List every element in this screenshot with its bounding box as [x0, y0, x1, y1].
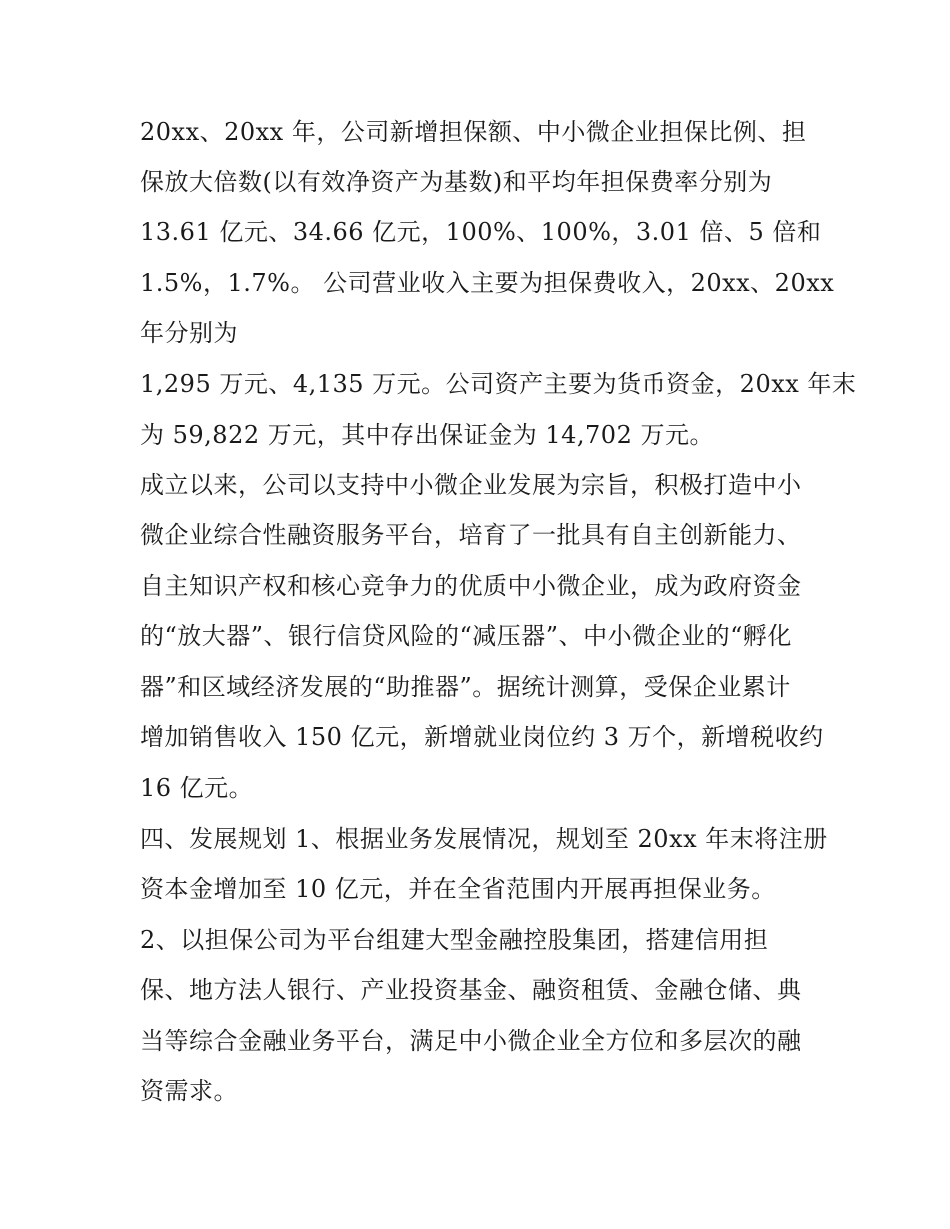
text-line: 保放大倍数(以有效净资产为基数)和平均年担保费率分别为: [140, 168, 773, 196]
text-line: 13.61 亿元、34.66 亿元，100%、100%，3.01 倍、5 倍和: [140, 218, 822, 246]
text-line: 资本金增加至 10 亿元，并在全省范围内开展再担保业务。: [140, 875, 776, 903]
text-line: 微企业综合性融资服务平台，培育了一批具有自主创新能力、: [140, 521, 802, 549]
text-line: 的“放大器”、银行信贷风险的“减压器”、中小微企业的“孵化: [140, 622, 792, 650]
text-line: 器”和区域经济发展的“助推器”。据统计测算，受保企业累计: [140, 673, 791, 701]
text-line: 16 亿元。: [140, 774, 254, 802]
text-line: 成立以来，公司以支持中小微企业发展为宗旨，积极打造中小: [140, 471, 802, 499]
text-line: 2、以担保公司为平台组建大型金融控股集团，搭建信用担: [140, 926, 769, 954]
text-line: 当等综合金融业务平台，满足中小微企业全方位和多层次的融: [140, 1027, 802, 1055]
text-line: 为 59,822 万元，其中存出保证金为 14,702 万元。: [140, 421, 714, 449]
text-line: 增加销售收入 150 亿元，新增就业岗位约 3 万个，新增税收约: [140, 723, 824, 751]
text-line: 四、发展规划 1、根据业务发展情况，规划至 20xx 年末将注册: [140, 825, 828, 853]
text-line: 1.5%，1.7%。 公司营业收入主要为担保费收入，20xx、20xx: [140, 269, 835, 297]
text-line: 资需求。: [140, 1077, 238, 1105]
text-line: 1,295 万元、4,135 万元。公司资产主要为货币资金，20xx 年末: [140, 370, 857, 398]
text-line: 保、地方法人银行、产业投资基金、融资租赁、金融仓储、典: [140, 976, 802, 1004]
text-line: 20xx、20xx 年，公司新增担保额、中小微企业担保比例、担: [140, 118, 807, 146]
text-line: 自主知识产权和核心竞争力的优质中小微企业，成为政府资金: [140, 572, 802, 600]
text-line: 年分别为: [140, 319, 238, 347]
